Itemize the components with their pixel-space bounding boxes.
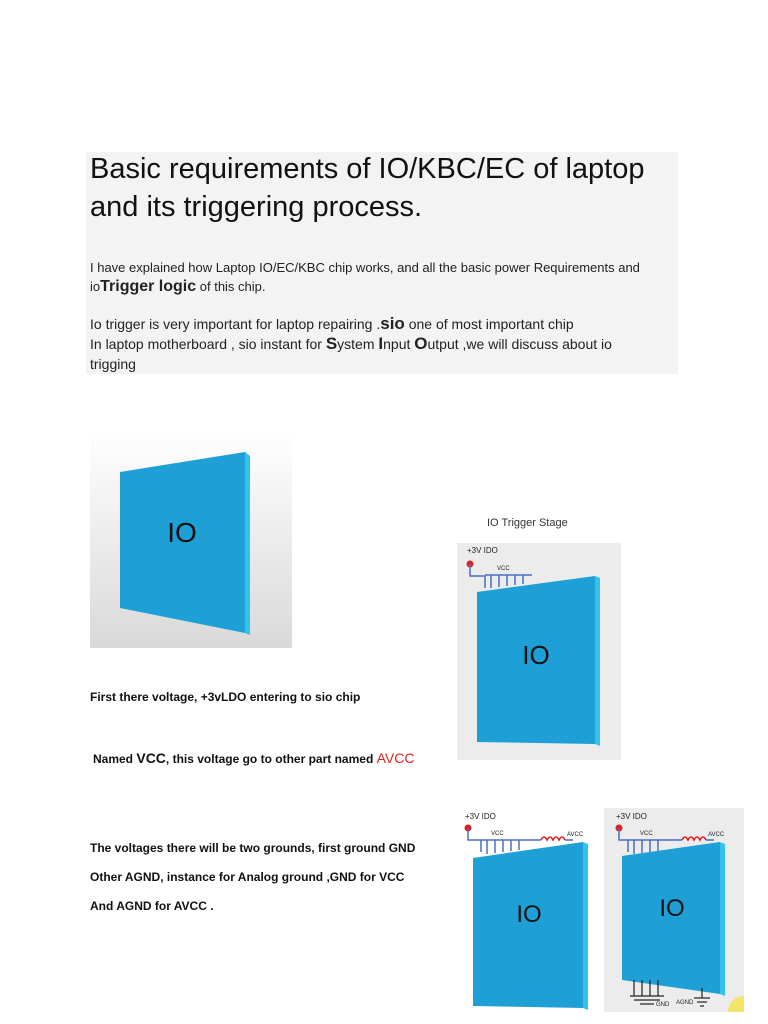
intro-end: of this chip. xyxy=(196,279,266,294)
intro-text: I have explained how Laptop IO/EC/KBC chip works, and all the basic power Requirements and xyxy=(90,260,640,275)
grounds-text-3: And AGND for AVCC . xyxy=(90,899,214,913)
sio-emphasis: sio xyxy=(380,314,405,333)
sio-paragraph xyxy=(90,314,680,374)
named-vcc-text xyxy=(93,750,414,766)
cap-o: O xyxy=(414,334,428,353)
chip-label: IO xyxy=(659,895,685,922)
page-title xyxy=(90,150,690,226)
trigger-logic-emphasis: Trigger logic xyxy=(100,278,197,295)
vcc-label: VCC xyxy=(497,566,510,572)
chip-edge xyxy=(720,842,725,996)
para-text: trigging xyxy=(90,356,136,372)
para-text: In laptop motherboard , sio instant for xyxy=(90,336,326,352)
vcc-label: VCC xyxy=(491,831,504,837)
ldo-label: +3V IDO xyxy=(467,546,498,555)
grounds-text-2: Other AGND, instance for Analog ground ,GND for VCC xyxy=(90,870,405,884)
para-text: one of most important chip xyxy=(404,316,574,332)
body-text: , this voltage go to other part named xyxy=(165,752,377,766)
first-voltage-text: First there voltage, +3vLDO entering to sio chip xyxy=(90,690,361,704)
cap-i: I xyxy=(378,334,384,353)
chip-edge xyxy=(583,842,588,1010)
io-chip-figure xyxy=(90,430,292,648)
para-text: Io trigger is very important for laptop repairing . xyxy=(90,316,381,332)
avcc-emphasis: AVCC xyxy=(376,750,415,766)
chip-label: IO xyxy=(516,901,542,928)
io-avcc-figure xyxy=(461,808,603,1012)
chip-label: IO xyxy=(167,517,197,548)
vcc-label: VCC xyxy=(640,831,653,837)
para-text: nput xyxy=(383,336,415,352)
chip-edge xyxy=(595,576,600,746)
gnd-label: GND xyxy=(656,1002,670,1008)
grounds-text-1: The voltages there will be two grounds, first ground GND xyxy=(90,841,416,855)
avcc-label: AVCC xyxy=(708,832,725,838)
chip-label: IO xyxy=(522,640,550,670)
avcc-label: AVCC xyxy=(567,832,584,838)
title-line-2: and its triggering process. xyxy=(90,191,423,223)
chip-edge xyxy=(245,452,250,635)
vcc-emphasis: VCC xyxy=(136,750,166,766)
para-text: utput ,we will discuss about io xyxy=(427,336,612,352)
title-line-1: Basic requirements of IO/KBC/EC of laptop xyxy=(90,153,645,185)
agnd-label: AGND xyxy=(676,1000,694,1006)
intro-paragraph xyxy=(90,258,680,296)
io-trigger-stage-figure xyxy=(457,508,621,760)
cap-s: S xyxy=(325,334,338,353)
io-ground-figure xyxy=(604,808,744,1012)
para-text: ystem xyxy=(337,336,379,352)
body-text: Named xyxy=(93,752,137,766)
ldo-label: +3V IDO xyxy=(465,812,496,821)
ldo-label: +3V IDO xyxy=(616,812,647,821)
trigger-stage-title: IO Trigger Stage xyxy=(487,517,568,529)
intro-io: io xyxy=(90,279,101,294)
